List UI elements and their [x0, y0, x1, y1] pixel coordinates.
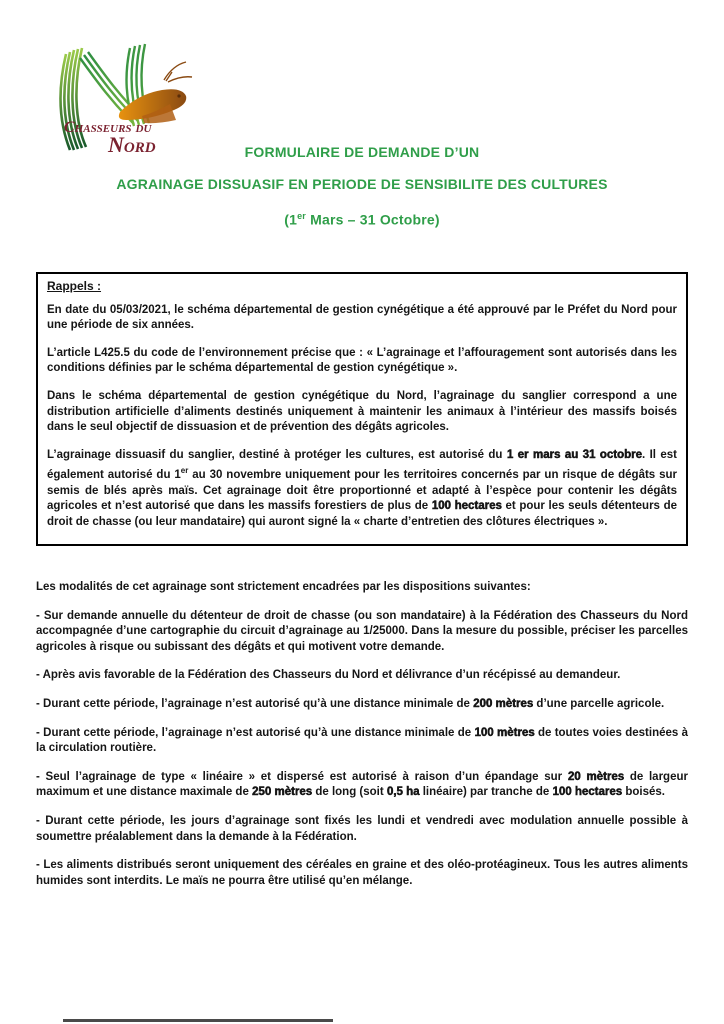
rappels-paragraph: L’agrainage dissuasif du sanglier, destiné à protéger les cultures, est autorisé du 1 er mars au 31 octobre. Il est également autorisé du 1er au 30 novembre uniquement pour les territoires concernés par un risque de dégâts sur semis de blés après maïs. Cet agrainage doit être proportionné et adapté à l’espèce pour contenir les dégâts agricoles et n’est autorisé que dans les massifs forestiers de plus de 100 hectares et pour les seuls détenteurs de droit de chasse (ou leur mandataire) qui auront signé la « charte d’entretien des clôtures électriques ».	[47, 448, 677, 528]
title-line-3-superscript: er	[297, 211, 307, 221]
modalites-bullet: - Sur demande annuelle du détenteur de droit de chasse (ou son mandataire) à la Fédération des Chasseurs du Nord accompagnée d’une cartographie du circuit d’agrainage au 1/25000. Dans la mesure du possible, préciser les parcelles agricoles à risque ou subissant des dégâts et qui motivent votre demande.	[36, 609, 688, 653]
rappels-box	[36, 272, 688, 546]
rappels-heading: Rappels :	[47, 279, 102, 293]
modalites-bullet: - Durant cette période, l’agrainage n’est autorisé qu’à une distance minimale de 100 mètres de toutes voies destinées à la circulation routière.	[36, 726, 688, 755]
modalites-intro: Les modalités de cet agrainage sont strictement encadrées par les dispositions suivantes:	[36, 581, 531, 593]
rappels-paragraph: En date du 05/03/2021, le schéma départemental de gestion cynégétique a été approuvé par le Préfet du Nord pour une période de six années.	[47, 303, 677, 332]
logo-text-line2: Nord	[108, 132, 156, 157]
chasseurs-du-nord-logo	[46, 28, 206, 164]
next-page-edge	[63, 1019, 333, 1022]
modalites-bullet: - Après avis favorable de la Fédération des Chasseurs du Nord et délivrance d’un récépissé au demandeur.	[36, 669, 621, 682]
modalites-section	[36, 580, 688, 902]
modalites-bullet: - Seul l’agrainage de type « linéaire » et dispersé est autorisé à raison d’un épandage sur 20 mètres de largeur maximum et une distance maximale de 250 mètres de long (soit 0,5 ha linéaire) par tranche de 100 hectares boisés.	[36, 770, 688, 799]
rappels-paragraph: L’article L425.5 du code de l’environnement précise que : « L’agrainage et l’affouragement sont autorisés dans les conditions définies par le schéma départemental de gestion cynégétique ».	[47, 346, 677, 375]
title-line-3-prefix: (1	[284, 211, 298, 228]
modalites-bullet: - Durant cette période, les jours d’agrainage sont fixés les lundi et vendredi avec modulation annuelle possible à soumettre préalablement dans la demande à la Fédération.	[36, 814, 688, 843]
rappels-paragraph: Dans le schéma départemental de gestion cynégétique du Nord, l’agrainage du sanglier correspond a une distribution artificielle d’aliments destinés uniquement à maintenir les animaux à l’intérieur des massifs boisés dans le seul objectif de dissuasion et de prévention des dégâts agricoles.	[47, 389, 677, 434]
title-line-3-suffix: Mars – 31 Octobre)	[306, 211, 440, 228]
modalites-bullet: - Les aliments distribués seront uniquement des céréales en graine et des oléo-protéagineux. Tous les autres aliments humides sont interdits. Le maïs ne pourra être utilisé qu’en mélange.	[36, 859, 688, 887]
title-line-2: AGRAINAGE DISSUASIF EN PERIODE DE SENSIBILITE DES CULTURES	[116, 176, 608, 192]
title-line-1: FORMULAIRE DE DEMANDE D’UN	[244, 144, 480, 160]
document-title	[36, 145, 688, 245]
logo-text-line1: Chasseurs du	[64, 119, 152, 136]
logo-artwork	[46, 28, 206, 164]
deer-icon	[119, 62, 192, 123]
modalites-bullet: - Durant cette période, l’agrainage n’est autorisé qu’à une distance minimale de 200 mètres d’une parcelle agricole.	[36, 697, 665, 710]
title-line-3	[36, 209, 688, 228]
